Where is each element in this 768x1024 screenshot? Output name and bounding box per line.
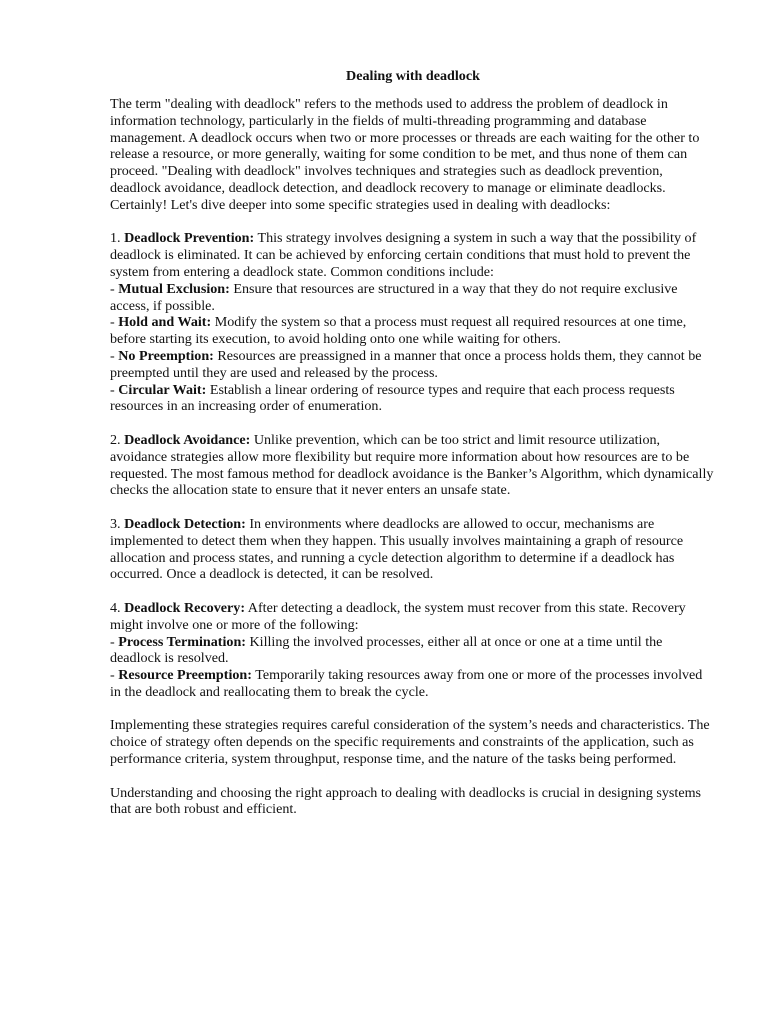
item-label: Circular Wait: xyxy=(118,381,207,398)
recovery-item-resource-preemption xyxy=(110,667,716,701)
item-text: Temporarily taking resources away from one or more of the processes involved in the deadlock and reallocating them to break the cycle. xyxy=(110,667,703,700)
item-prefix: - xyxy=(110,381,119,398)
avoidance-number: 2. xyxy=(110,431,125,448)
recovery-paragraph xyxy=(110,600,716,634)
avoidance-text: Unlike prevention, which can be too strict and limit resource utilization, avoidance strategies allow more flexibility but require more information about how resources are to be requested. The most famous method for deadlock avoidance is the Banker’s Algorithm, which dynamically checks the allocation state to ensure that it never enters an unsafe state. xyxy=(110,431,714,499)
item-prefix: - xyxy=(110,314,119,331)
lead-in-paragraph: Certainly! Let's dive deeper into some specific strategies used in dealing with deadlocks: xyxy=(110,196,611,213)
item-label: No Preemption: xyxy=(118,347,214,364)
avoidance-paragraph xyxy=(110,432,716,499)
detection-number: 3. xyxy=(110,515,125,532)
item-text: Ensure that resources are structured in a way that they do not require exclusive access, if possible. xyxy=(110,280,678,314)
item-text: Resources are preassigned in a manner that once a process holds them, they cannot be preempted until they are used and released by the process. xyxy=(110,347,702,381)
detection-paragraph xyxy=(110,516,716,583)
conclusion-paragraph: Understanding and choosing the right approach to dealing with deadlocks is crucial in designing systems that are both robust and efficient. xyxy=(110,784,702,818)
item-text: Establish a linear ordering of resource types and require that each process requests resources in an increasing order of enumeration. xyxy=(110,381,675,415)
detection-heading: Deadlock Detection: xyxy=(124,515,246,532)
item-text: Modify the system so that a process must request all required resources at one time, before starting its execution, to avoid holding onto one while waiting for others. xyxy=(110,314,687,348)
prevention-heading: Deadlock Prevention: xyxy=(124,230,255,247)
item-prefix: - xyxy=(110,347,119,364)
prevention-text: This strategy involves designing a system in such a way that the possibility of deadlock is eliminated. It can be achieved by enforcing certain conditions that must hold to prevent the system from entering a deadlock state. Common conditions include: xyxy=(110,230,697,280)
item-text: Killing the involved processes, either all at once or one at a time until the deadlock is resolved. xyxy=(110,633,663,667)
avoidance-heading: Deadlock Avoidance: xyxy=(124,431,251,448)
detection-text: In environments where deadlocks are allowed to occur, mechanisms are implemented to detect them when they happen. This usually involves maintaining a graph of resource allocation and process states, and running a cycle detection algorithm to determine if a deadlock has occurred. Once a deadlock is detected, it can be resolved. xyxy=(110,515,684,583)
prevention-number: 1. xyxy=(110,230,125,247)
recovery-text: After detecting a deadlock, the system must recover from this state. Recovery might involve one or more of the following: xyxy=(110,599,686,633)
item-prefix: - xyxy=(110,280,119,297)
prevention-item-circular-wait xyxy=(110,382,716,416)
intro-paragraph: The term "dealing with deadlock" refers to the methods used to address the problem of deadlock in information technology, particularly in the fields of multi-threading programming and database management. A deadlock occurs when two or more processes or threads are each waiting for the other to release a resource, or more generally, waiting for some condition to be met, and thus none of them can proceed. "Dealing with deadlock" involves techniques and strategies such as deadlock prevention, deadlock avoidance, deadlock detection, and deadlock recovery to manage or eliminate deadlocks. xyxy=(110,96,700,196)
prevention-item-mutual-exclusion xyxy=(110,281,716,315)
item-label: Process Termination: xyxy=(118,633,246,650)
recovery-item-process-termination xyxy=(110,634,716,668)
document-page xyxy=(110,68,716,818)
prevention-paragraph xyxy=(110,230,716,280)
item-prefix: - xyxy=(110,667,119,684)
prevention-item-hold-and-wait xyxy=(110,314,716,348)
recovery-number: 4. xyxy=(110,599,125,616)
item-prefix: - xyxy=(110,633,119,650)
document-title: Dealing with deadlock xyxy=(346,68,480,84)
recovery-heading: Deadlock Recovery: xyxy=(124,599,246,616)
item-label: Mutual Exclusion: xyxy=(118,280,230,297)
item-label: Resource Preemption: xyxy=(118,667,252,684)
implementation-paragraph: Implementing these strategies requires careful consideration of the system’s needs and characteristics. The choice of strategy often depends on the specific requirements and constraints of the application, such as performance criteria, system throughput, response time, and the nature of the tasks being performed. xyxy=(110,717,710,768)
item-label: Hold and Wait: xyxy=(118,314,212,331)
prevention-item-no-preemption xyxy=(110,348,716,382)
